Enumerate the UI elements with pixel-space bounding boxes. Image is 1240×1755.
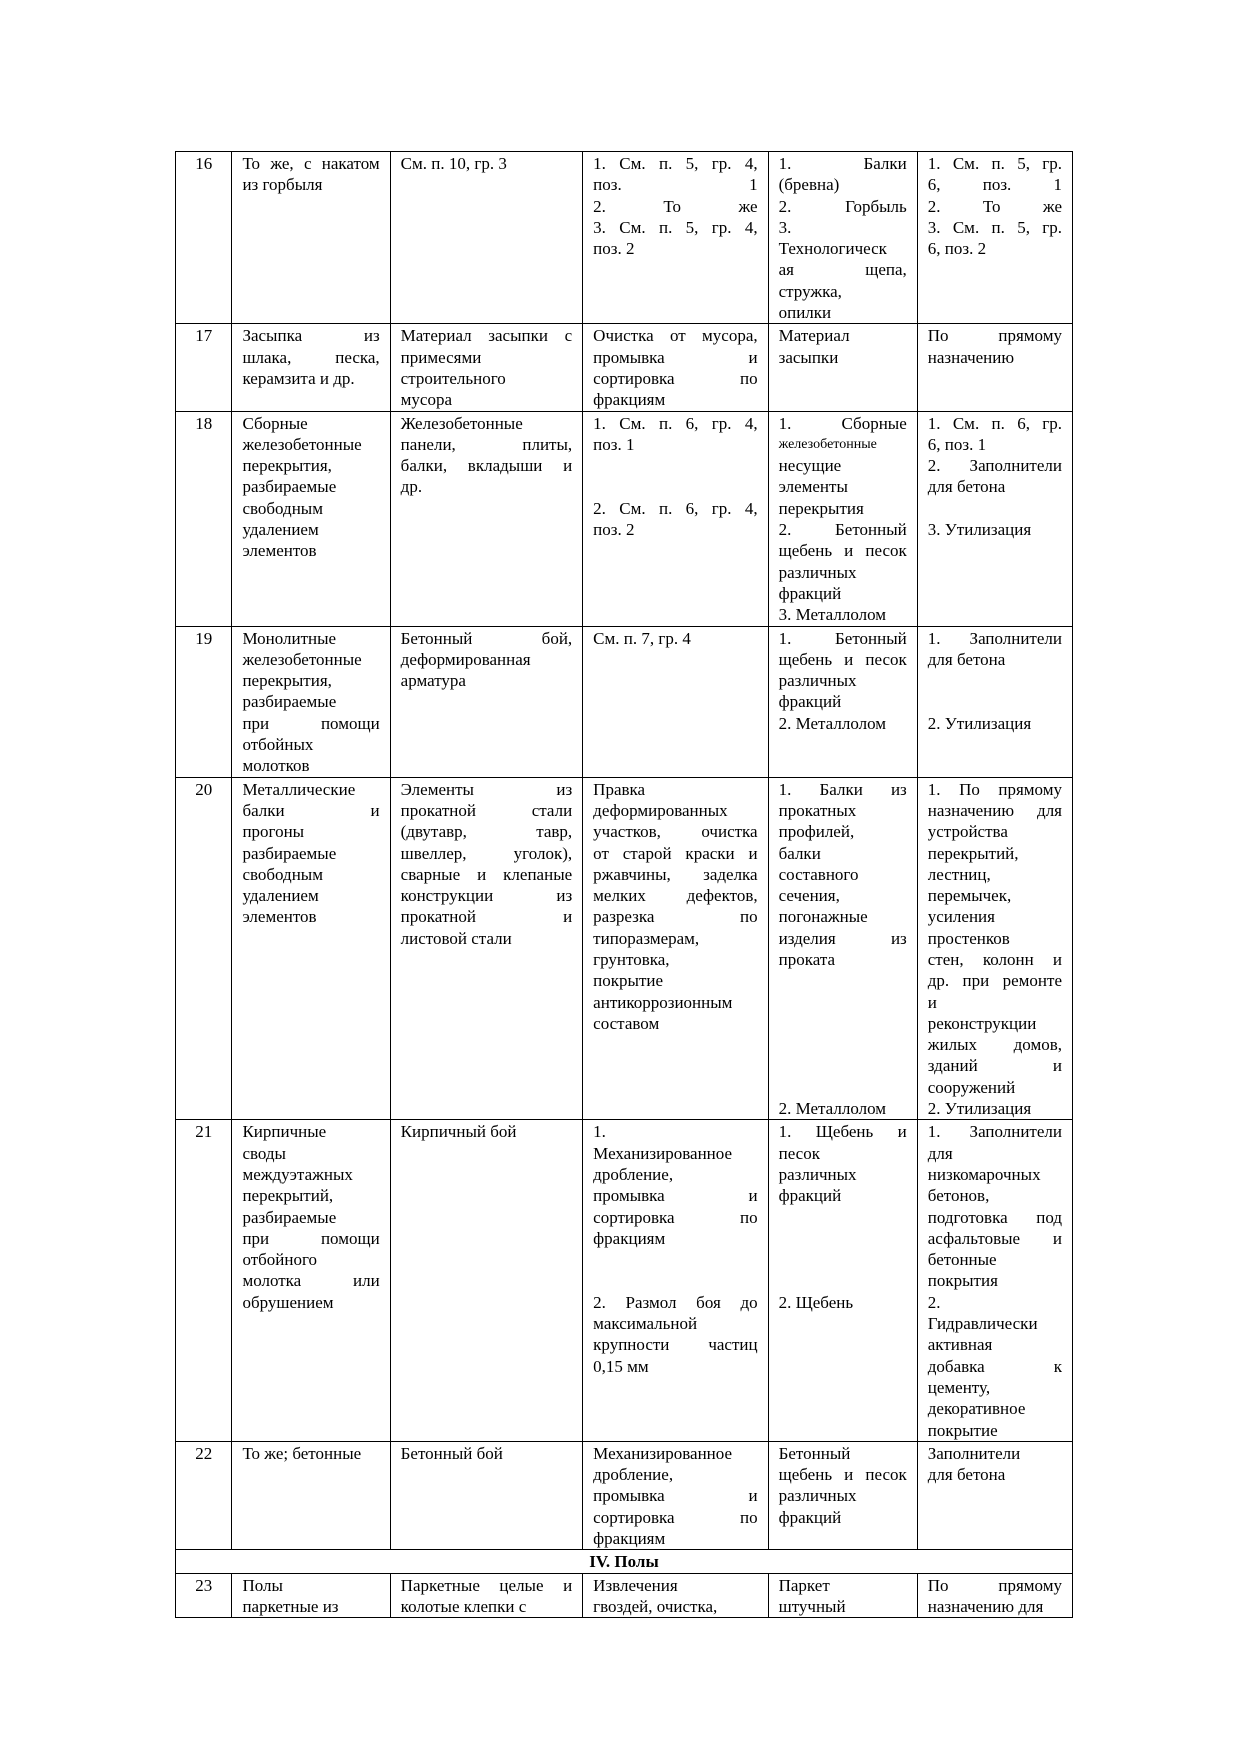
cell-line: Механизированное (593, 1143, 733, 1163)
cell-line: различных (778, 1486, 857, 1506)
cell-line: дробление, (593, 1164, 674, 1184)
cell-line: прокатной стали (400, 800, 573, 820)
cell-line: обрушением (242, 1292, 334, 1312)
cell-line: промывка и (593, 1186, 758, 1206)
cell-line: Кирпичные (242, 1122, 327, 1142)
table-row (176, 411, 1073, 626)
cell-line: Заполнители (927, 1443, 1021, 1463)
cell-line: грунтовка, (593, 949, 670, 969)
cell-line: участков, очистка (593, 822, 758, 842)
processing-cell (583, 777, 768, 1120)
cell-line: разбираемые (242, 692, 337, 712)
cell-line: различных (778, 671, 857, 691)
cell-line: щебень и песок (778, 541, 907, 561)
row-number: 17 (176, 324, 232, 411)
cell-line: фракций (778, 692, 842, 712)
cell-line: 2. То же (927, 196, 1062, 216)
spacer (593, 455, 757, 476)
processing-cell (583, 152, 768, 324)
cell-line: элементы (778, 477, 848, 497)
cell-line: 6, поз. 2 (927, 239, 987, 259)
structure-cell (232, 626, 390, 777)
cell-line: погонажные (778, 907, 868, 927)
cell-line: 6, поз. 1 (927, 175, 1062, 195)
spacer (779, 1034, 907, 1055)
cell-line: 3. См. п. 5, гр. (927, 217, 1062, 237)
cell-line: антикоррозионным (593, 992, 733, 1012)
cell-line: железобетонные (778, 436, 877, 452)
cell-line: назначению для (927, 1596, 1044, 1616)
cell-line: разрезка по (593, 907, 758, 927)
cell-line: фракциям (593, 1228, 666, 1248)
table-row (176, 152, 1073, 324)
cell-line: перекрытия, (242, 456, 332, 476)
cell-line: различных (778, 1164, 857, 1184)
cell-line: См. п. 10, гр. 3 (400, 154, 507, 173)
spacer (779, 1228, 907, 1249)
cell-line: реконструкции (927, 1013, 1037, 1033)
cell-line: крупности частиц (593, 1335, 758, 1355)
cell-line: Гидравлически (927, 1314, 1038, 1334)
cell-line: промывка и (593, 1486, 758, 1506)
cell-line: 1. По прямому (927, 779, 1062, 799)
spacer (593, 1270, 757, 1291)
processing-cell (583, 1573, 768, 1618)
waste-cell (390, 324, 583, 411)
cell-line: Правка (593, 779, 646, 799)
cell-line: декоративное (927, 1399, 1026, 1419)
cell-line: свободным (242, 864, 323, 884)
table-row (176, 626, 1073, 777)
cell-line: сооружений (927, 1077, 1016, 1097)
cell-line: Металлические (242, 779, 356, 799)
cell-line: 2. (927, 1292, 941, 1312)
cell-line: 2. Металлолом (778, 713, 887, 733)
spacer (593, 1249, 757, 1270)
cell-line: стен, колонн и (927, 949, 1062, 969)
cell-line: для бетона (927, 1465, 1006, 1485)
cell-line: мусора (400, 390, 453, 410)
cell-line: 6, поз. 1 (927, 434, 987, 454)
cell-line: щебень и песок (778, 1465, 907, 1485)
cell-line: др. (400, 477, 423, 497)
cell-line: Кирпичный бой (400, 1122, 517, 1142)
cell-line: По прямому (927, 326, 1062, 346)
cell-line: балки, вкладыши и (400, 456, 573, 476)
cell-line: Полы (242, 1575, 283, 1595)
cell-line: 1. См. п. 6, гр. 4, (593, 413, 758, 433)
cell-line: строительного (400, 368, 506, 388)
cell-line: элементов (242, 907, 317, 927)
cell-line: сортировка по (593, 368, 758, 388)
structure-cell (232, 152, 390, 324)
cell-line: свободным (242, 498, 323, 518)
cell-line: из горбыля (242, 175, 323, 195)
structure-cell (232, 777, 390, 1120)
cell-line: удалением (242, 886, 319, 906)
structure-cell (232, 411, 390, 626)
cell-line: проката (778, 949, 835, 969)
cell-line: арматура (400, 671, 466, 691)
cell-line: поз. 2 (593, 520, 635, 540)
table-row (176, 777, 1073, 1120)
cell-line: фракциям (593, 1529, 666, 1548)
cell-line: примесями (400, 347, 482, 367)
cell-line: покрытие (593, 971, 664, 991)
use-cell (917, 411, 1072, 626)
cell-line: 1. См. п. 6, гр. (927, 413, 1062, 433)
cell-line: 0,15 мм (593, 1356, 649, 1376)
cell-line: разбираемые (242, 843, 337, 863)
cell-line: для бетона (927, 477, 1006, 497)
cell-line: цементу, (927, 1377, 991, 1397)
spacer (779, 992, 907, 1013)
processing-cell (583, 324, 768, 411)
use-cell (917, 324, 1072, 411)
section-title: IV. Полы (176, 1550, 1073, 1573)
cell-line: Материал засыпки с (400, 326, 573, 346)
cell-line: составом (593, 1013, 660, 1033)
waste-cell (390, 1120, 583, 1441)
section-row (176, 1550, 1073, 1573)
cell-line: гвоздей, очистка, (593, 1596, 718, 1616)
cell-line: добавка к (927, 1356, 1062, 1376)
cell-line: По прямому (927, 1575, 1062, 1595)
cell-line: ая щепа, (778, 260, 907, 280)
cell-line: перекрытий, (927, 843, 1019, 863)
cell-line: несущие (778, 456, 842, 476)
cell-line: ржавчины, заделка (593, 864, 758, 884)
cell-line: отбойных (242, 735, 314, 755)
processing-cell (583, 1120, 768, 1441)
cell-line: сечения, (778, 886, 840, 906)
cell-line: 2. См. п. 6, гр. 4, (593, 498, 758, 518)
cell-line: (бревна) (778, 175, 840, 195)
cell-line: зданий и (927, 1056, 1062, 1076)
cell-line: балки (778, 843, 821, 863)
cell-line: асфальтовые и (927, 1228, 1062, 1248)
cell-line: простенков (927, 928, 1010, 948)
cell-line: Бетонный (778, 1443, 851, 1463)
spacer (779, 1270, 907, 1291)
spacer (779, 1077, 907, 1098)
use-cell (917, 626, 1072, 777)
cell-line: 2. Горбыль (778, 196, 907, 216)
spacer (779, 970, 907, 991)
row-number: 22 (176, 1441, 232, 1549)
cell-line: устройства (927, 822, 1008, 842)
cell-line: разбираемые (242, 477, 337, 497)
cell-line: колотые клепки с (400, 1596, 527, 1616)
cell-line: др. при ремонте (927, 971, 1062, 991)
cell-line: перекрытий, (242, 1186, 334, 1206)
cell-line: железобетонные (242, 649, 362, 669)
cell-line: поз. 1 (593, 175, 758, 195)
cell-line: Бетонный бой, (400, 628, 573, 648)
cell-line: 2. Щебень (778, 1292, 854, 1312)
cell-line: фракций (778, 1186, 842, 1206)
use-cell (917, 1120, 1072, 1441)
cell-line: (двутавр, тавр, (400, 822, 573, 842)
product-cell (768, 324, 917, 411)
cell-line: дробление, (593, 1465, 674, 1485)
cell-line: То же, с накатом (242, 154, 380, 173)
table-row (176, 1573, 1073, 1618)
cell-line: 2. Металлолом (778, 1099, 887, 1119)
cell-line: 2. Размол боя до (593, 1292, 758, 1312)
cell-line: прокатной и (400, 907, 573, 927)
structure-cell (232, 1441, 390, 1549)
cell-line: перемычек, (927, 886, 1012, 906)
use-cell (917, 1441, 1072, 1549)
cell-line: Бетонный бой (400, 1443, 503, 1463)
processing-cell (583, 626, 768, 777)
use-cell (917, 1573, 1072, 1618)
cell-line: шлака, песка, (242, 347, 380, 367)
cell-line: сортировка по (593, 1507, 758, 1527)
cell-line: листовой стали (400, 928, 512, 948)
cell-line: подготовка под (927, 1207, 1062, 1227)
spacer (779, 1013, 907, 1034)
structure-cell (232, 1573, 390, 1618)
cell-line: при помощи (242, 713, 380, 733)
spacer (928, 670, 1062, 691)
cell-line: опилки (778, 303, 832, 323)
spacer (779, 1055, 907, 1076)
cell-line: То же; бетонные (242, 1443, 362, 1463)
cell-line: Материал (778, 326, 850, 346)
waste-cell (390, 626, 583, 777)
row-number: 16 (176, 152, 232, 324)
processing-cell (583, 1441, 768, 1549)
cell-line: и (927, 992, 937, 1012)
cell-line: стружка, (778, 281, 842, 301)
cell-line: Железобетонные (400, 413, 523, 433)
spacer (779, 1249, 907, 1270)
cell-line: деформированных (593, 800, 728, 820)
cell-line: элементов (242, 541, 317, 561)
cell-line: покрытия (927, 1271, 998, 1291)
row-number: 23 (176, 1573, 232, 1618)
cell-line: Очистка от мусора, (593, 326, 758, 346)
cell-line: различных (778, 562, 857, 582)
cell-line: Извлечения (593, 1575, 678, 1595)
cell-line: Технологическ (778, 239, 887, 259)
structure-cell (232, 1120, 390, 1441)
cell-line: Механизированное (593, 1443, 733, 1463)
cell-line: прокатных (778, 800, 857, 820)
product-cell (768, 777, 917, 1120)
cell-line: деформированная (400, 649, 531, 669)
cell-line: швеллер, уголок), (400, 843, 573, 863)
cell-line: удалением (242, 520, 319, 540)
spacer (593, 476, 757, 497)
cell-line: фракциям (593, 390, 666, 410)
processing-cell (583, 411, 768, 626)
cell-line: железобетонные (242, 434, 362, 454)
cell-line: конструкции из (400, 886, 573, 906)
cell-line: жилых домов, (927, 1035, 1062, 1055)
cell-line: назначению для (927, 800, 1062, 820)
cell-line: керамзита и др. (242, 368, 355, 388)
cell-line: щебень и песок (778, 649, 907, 669)
cell-line: 1. См. п. 5, гр. 4, (593, 154, 758, 173)
cell-line: 1. (593, 1122, 606, 1142)
product-cell (768, 1441, 917, 1549)
cell-line: сортировка по (593, 1207, 758, 1227)
cell-line: 3. (778, 217, 792, 237)
cell-line: Элементы из (400, 779, 573, 799)
cell-line: мелких дефектов, (593, 886, 758, 906)
cell-line: поз. 2 (593, 239, 635, 259)
cell-line: Паркет (778, 1575, 830, 1595)
cell-line: панели, плиты, (400, 434, 573, 454)
cell-line: молотка или (242, 1271, 380, 1291)
cell-line: поз. 1 (593, 434, 635, 454)
cell-line: изделия из (778, 928, 907, 948)
cell-line: 3. Утилизация (927, 520, 1032, 540)
waste-cell (390, 1573, 583, 1618)
cell-line: Монолитные (242, 628, 337, 648)
cell-line: 1. Заполнители (927, 1122, 1062, 1142)
cell-line: Сборные (242, 413, 308, 433)
cell-line: лестниц, (927, 864, 991, 884)
cell-line: разбираемые (242, 1207, 337, 1227)
cell-line: 1. Заполнители (927, 628, 1062, 648)
cell-line: 1. См. п. 5, гр. (927, 154, 1062, 173)
product-cell (768, 626, 917, 777)
cell-line: покрытие (927, 1420, 998, 1440)
use-cell (917, 152, 1072, 324)
cell-line: 2. Утилизация (927, 1099, 1032, 1119)
table-row (176, 1120, 1073, 1441)
cell-line: молотков (242, 756, 310, 776)
cell-line: 3. См. п. 5, гр. 4, (593, 217, 758, 237)
table-body (176, 152, 1073, 1618)
table-row (176, 1441, 1073, 1549)
waste-cell (390, 777, 583, 1120)
cell-line: Паркетные целые и (400, 1575, 573, 1595)
cell-line: 2. Бетонный (778, 520, 907, 540)
cell-line: засыпки (778, 347, 839, 367)
cell-line: бетонов, (927, 1186, 990, 1206)
cell-line: 2. Утилизация (927, 713, 1032, 733)
cell-line: песок (778, 1143, 820, 1163)
cell-line: промывка и (593, 347, 758, 367)
cell-line: См. п. 7, гр. 4 (593, 628, 691, 648)
cell-line: штучный (778, 1596, 846, 1616)
cell-line: междуэтажных (242, 1164, 353, 1184)
cell-line: перекрытия (778, 498, 864, 518)
product-cell (768, 411, 917, 626)
product-cell (768, 152, 917, 324)
cell-line: отбойного (242, 1250, 318, 1270)
spacer (779, 1207, 907, 1228)
cell-line: для бетона (927, 649, 1006, 669)
materials-table (175, 151, 1073, 1618)
row-number: 18 (176, 411, 232, 626)
page-bottom-margin (0, 1620, 1240, 1755)
cell-line: активная (927, 1335, 993, 1355)
waste-cell (390, 1441, 583, 1549)
table-row (176, 324, 1073, 411)
cell-line: фракций (778, 583, 842, 603)
product-cell (768, 1120, 917, 1441)
cell-line: 1. Бетонный (778, 628, 907, 648)
cell-line: 2. Заполнители (927, 456, 1062, 476)
cell-line: при помощи (242, 1228, 380, 1248)
cell-line: фракций (778, 1507, 842, 1527)
cell-line: прогоны (242, 822, 305, 842)
waste-cell (390, 411, 583, 626)
cell-line: 1. Балки из (778, 779, 907, 799)
cell-line: перекрытия, (242, 671, 332, 691)
cell-line: усиления (927, 907, 995, 927)
spacer (928, 498, 1062, 519)
waste-cell (390, 152, 583, 324)
cell-line: своды (242, 1143, 286, 1163)
cell-line: назначению (927, 347, 1015, 367)
cell-line: сварные и клепаные (400, 864, 573, 884)
product-cell (768, 1573, 917, 1618)
spacer (928, 691, 1062, 712)
cell-line: составного (778, 864, 859, 884)
cell-line: бетонные (927, 1250, 997, 1270)
cell-line: для (927, 1143, 953, 1163)
cell-line: балки и (242, 800, 380, 820)
cell-line: 1. Сборные (778, 413, 907, 433)
structure-cell (232, 324, 390, 411)
row-number: 19 (176, 626, 232, 777)
cell-line: 1. Щебень и (778, 1122, 907, 1142)
use-cell (917, 777, 1072, 1120)
row-number: 21 (176, 1120, 232, 1441)
cell-line: 2. То же (593, 196, 758, 216)
cell-line: Засыпка из (242, 326, 380, 346)
cell-line: типоразмерам, (593, 928, 700, 948)
cell-line: от старой краски и (593, 843, 758, 863)
row-number: 20 (176, 777, 232, 1120)
cell-line: 3. Металлолом (778, 605, 887, 625)
cell-line: 1. Балки (778, 154, 907, 173)
cell-line: максимальной (593, 1314, 698, 1334)
cell-line: паркетные из (242, 1596, 339, 1616)
cell-line: профилей, (778, 822, 855, 842)
cell-line: низкомарочных (927, 1164, 1041, 1184)
